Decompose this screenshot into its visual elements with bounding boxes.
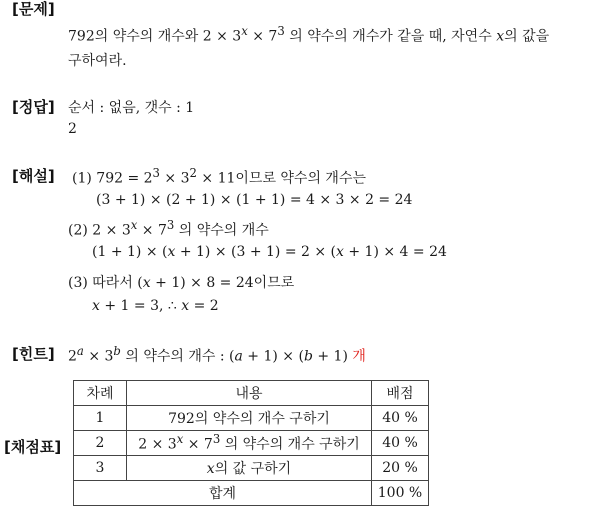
- step3-suffix: 이므로: [253, 275, 295, 291]
- row-score: 40 %: [372, 406, 429, 431]
- grading-label: [채점표]: [4, 438, 62, 456]
- problem-number: 792: [68, 28, 95, 45]
- table-row: [74, 406, 429, 431]
- answer-line-2: 2: [68, 121, 77, 137]
- hint-red-text: 개: [352, 348, 366, 365]
- row-content-suffix: 의 값 구하기: [214, 461, 292, 477]
- table-row: [74, 431, 429, 456]
- problem-text-b: 의 약수의 개수가 같을 때, 자연수: [289, 28, 492, 45]
- problem-label: [문제]: [12, 0, 55, 18]
- problem-text-a: 의 약수의 개수와: [94, 28, 199, 45]
- header-score: 배점: [372, 381, 429, 406]
- row-content-suffix: 의 약수의 개수 구하기: [224, 436, 360, 453]
- table-total-row: [74, 481, 429, 506]
- row-content: x의 값 구하기: [127, 456, 372, 481]
- answer-label: [정답]: [12, 98, 55, 116]
- hint-text: 의 약수의 개수 :: [125, 348, 225, 365]
- explanation-step-1-calc: (3 + 1) × (2 + 1) × (1 + 1) = 4 × 3 × 2 = 24: [96, 192, 413, 208]
- answer-line-1: 순서 : 없음, 갯수 : 1: [68, 100, 195, 116]
- explanation-label: [해설]: [12, 167, 55, 185]
- table-row: [74, 456, 429, 481]
- row-content: 792의 약수의 개수 구하기: [127, 406, 372, 431]
- hint-line: $2^a \times 3^b$ 의 약수의 개수 : (a + 1) × (b + 1) 개: [68, 344, 366, 365]
- step3-prefix: (3) 따라서: [68, 275, 133, 291]
- problem-text-c: 의 값을: [504, 28, 550, 45]
- step2-suffix: 의 약수의 개수: [178, 222, 269, 239]
- step1-suffix: 이므로 약수의 개수는: [235, 170, 367, 187]
- row-no: 2: [74, 431, 127, 456]
- row-score: 20 %: [372, 456, 429, 481]
- explanation-step-2-calc: (1 + 1) × (x + 1) × (3 + 1) = 2 × (x + 1) × 4 = 24: [92, 244, 447, 260]
- row-no: 1: [74, 406, 127, 431]
- total-label: 합계: [74, 481, 372, 506]
- problem-line-1: 792의 약수의 개수와 $2 \times 3^x \times 7^3$ 의 약수의 개수가 같을 때, 자연수 x의 값을: [68, 24, 550, 45]
- row-no: 3: [74, 456, 127, 481]
- total-score: 100 %: [372, 481, 429, 506]
- row-content: $2 \times 3^x \times 7^3$ 의 약수의 개수 구하기: [127, 431, 372, 456]
- table-header-row: [74, 381, 429, 406]
- header-content: 내용: [127, 381, 372, 406]
- grading-table: [73, 380, 429, 506]
- header-no: 차례: [74, 381, 127, 406]
- explanation-step-3-calc: x + 1 = 3, ∴ x = 2: [92, 298, 219, 314]
- explanation-step-3: (3) 따라서 (x + 1) × 8 = 24이므로: [68, 275, 295, 291]
- explanation-step-2: (2) $2 \times 3^x \times 7^3$ 의 약수의 개수: [68, 218, 269, 239]
- hint-label: [힌트]: [12, 345, 55, 363]
- problem-line-2: 구하여라.: [68, 53, 127, 69]
- step1-prefix: (1) 792 = 2: [72, 170, 153, 187]
- explanation-step-1: (1) $792 = 2^3 \times 3^2 \times 11$이므로 약수의 개수는: [72, 166, 367, 187]
- step2-prefix: (2): [68, 222, 88, 239]
- row-score: 40 %: [372, 431, 429, 456]
